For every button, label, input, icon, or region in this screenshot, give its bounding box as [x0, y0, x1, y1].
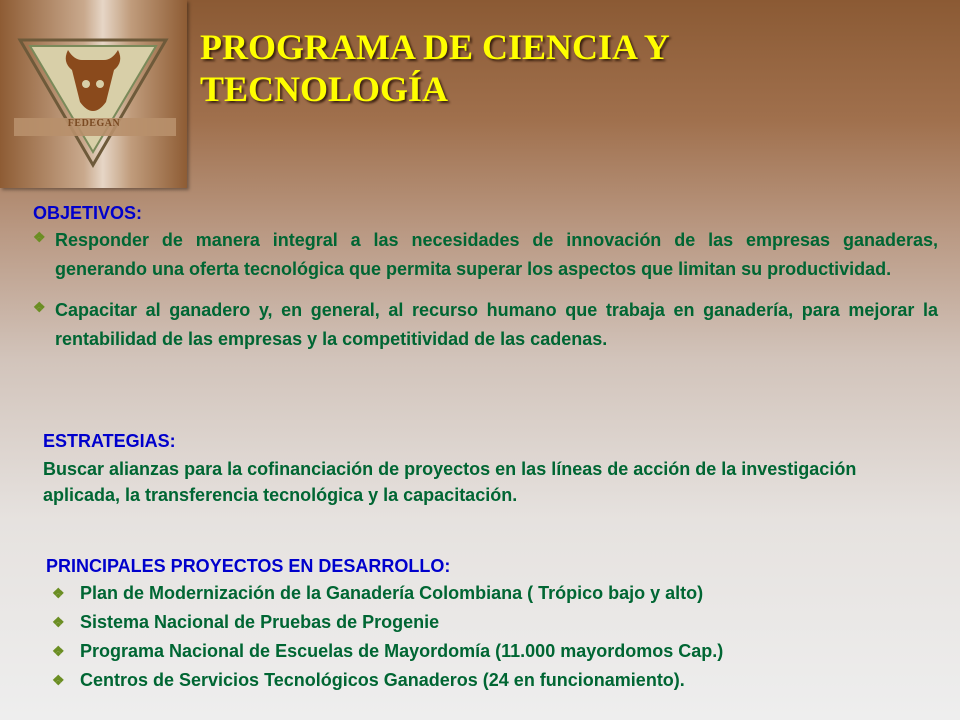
objective-text-1: Responder de manera integral a las necesidades de innovación de las empresas ganaderas, generando una oferta tecnológica que permita superar los aspectos que limitan su productividad.: [55, 230, 938, 279]
objectives-section: [33, 202, 938, 354]
list-item: [46, 609, 926, 635]
strategies-body: Buscar alianzas para la cofinanciación de proyectos en las líneas de acción de la investigación aplicada, la transferencia tecnológica y la capacitación.: [43, 459, 857, 505]
objectives-heading: OBJETIVOS:: [33, 203, 143, 223]
diamond-bullet-icon: ❖: [52, 643, 65, 659]
diamond-bullet-icon: ❖: [33, 299, 46, 315]
page-title: [200, 26, 670, 110]
title-line-2: TECNOLOGÍA: [200, 69, 449, 109]
fedegan-logo: [0, 0, 187, 188]
projects-section: [46, 555, 926, 693]
list-item: [33, 296, 938, 354]
project-text-1: Plan de Modernización de la Ganadería Colombiana ( Trópico bajo y alto): [80, 583, 704, 603]
project-text-3: Programa Nacional de Escuelas de Mayordomía (11.000 mayordomos Cap.): [80, 641, 724, 661]
list-item: [46, 667, 926, 693]
project-text-2: Sistema Nacional de Pruebas de Progenie: [80, 612, 440, 632]
projects-heading: PRINCIPALES PROYECTOS EN DESARROLLO:: [46, 556, 451, 576]
bull-head-triangle-logo: [0, 0, 187, 188]
project-text-4: Centros de Servicios Tecnológicos Ganaderos (24 en funcionamiento).: [80, 670, 685, 690]
strategies-heading: ESTRATEGIAS:: [43, 431, 176, 451]
diamond-bullet-icon: ❖: [52, 614, 65, 630]
objective-text-2: Capacitar al ganadero y, en general, al recurso humano que trabaja en ganadería, para mejorar la rentabilidad de las empresas y la competitividad de las cadenas.: [55, 300, 938, 349]
diamond-bullet-icon: ❖: [52, 585, 65, 601]
list-item: [33, 226, 938, 284]
list-item: [46, 638, 926, 664]
list-item: [46, 580, 926, 606]
diamond-bullet-icon: ❖: [52, 672, 65, 688]
title-line-1: PROGRAMA DE CIENCIA Y: [200, 27, 670, 67]
diamond-bullet-icon: ❖: [33, 229, 46, 245]
logo-text: FEDEGAN: [67, 118, 121, 129]
strategies-section: [43, 430, 928, 508]
